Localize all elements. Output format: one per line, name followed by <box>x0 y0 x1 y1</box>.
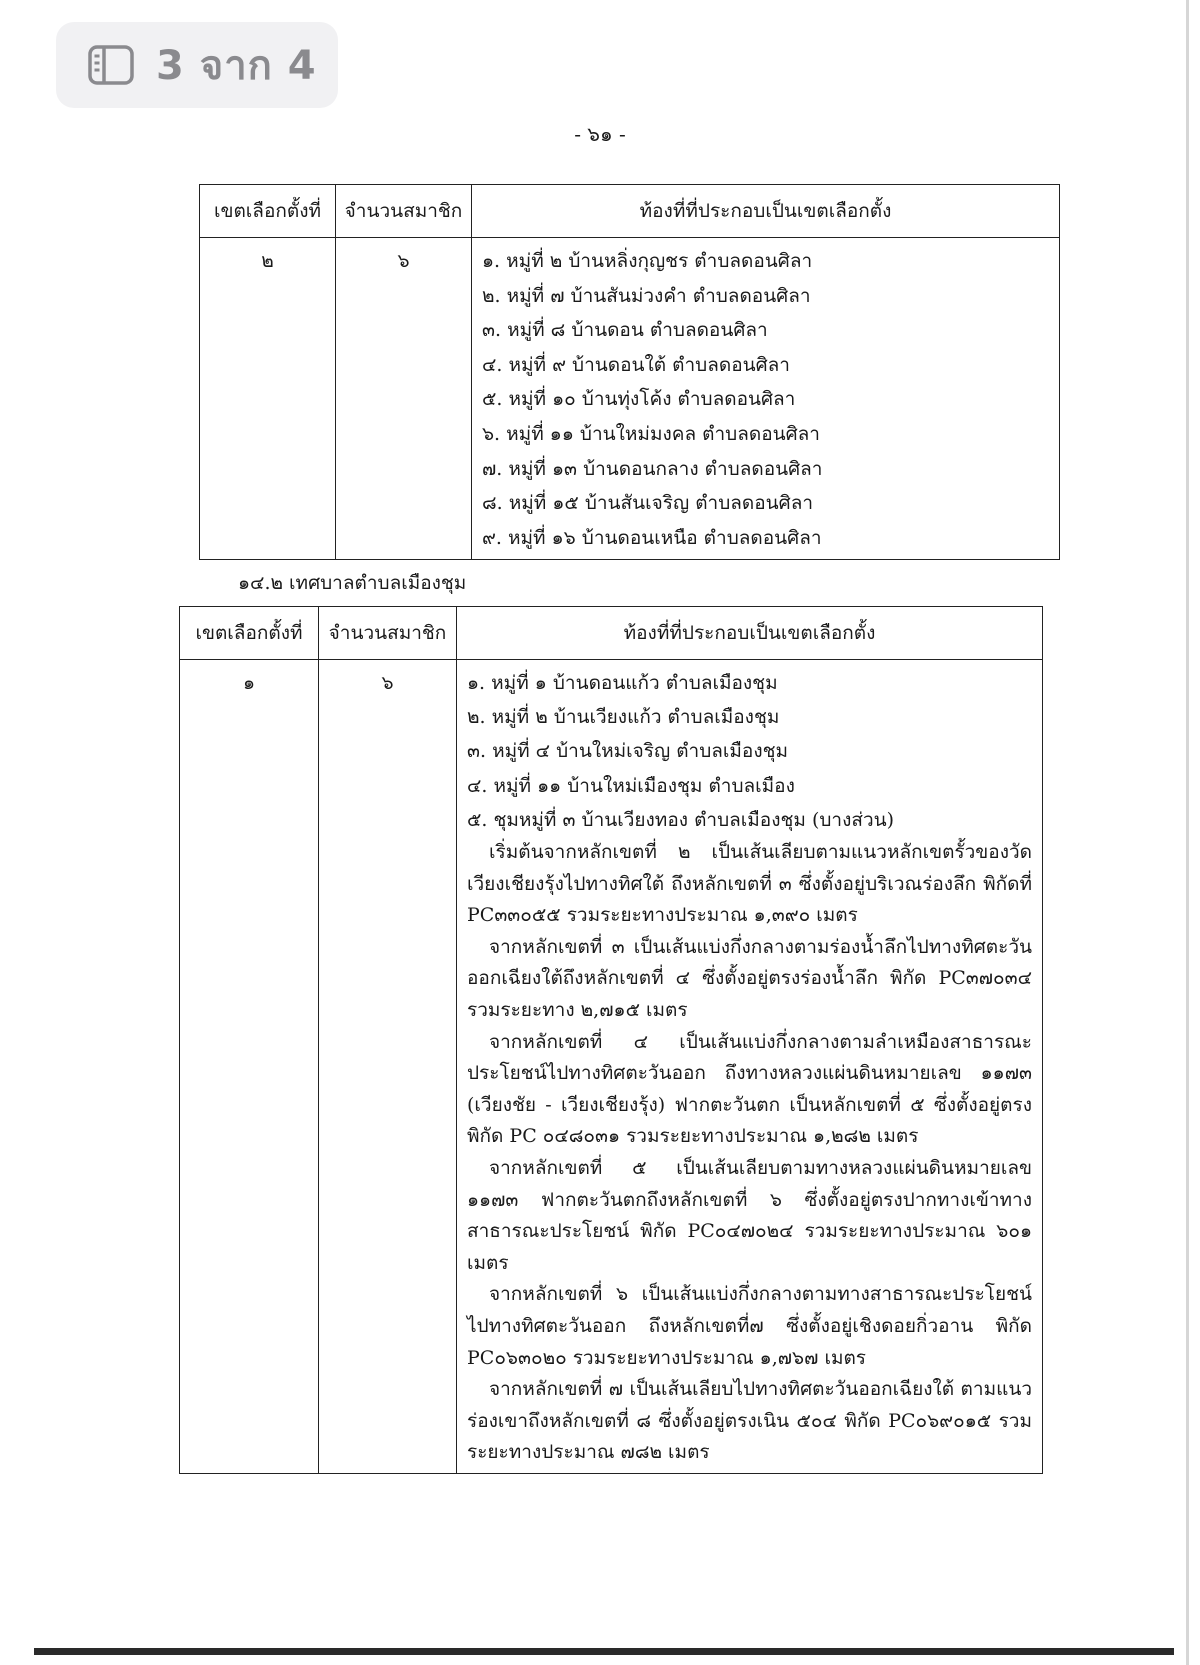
district-number: ๑ <box>180 660 319 1474</box>
list-item: ๔. หมู่ที่ ๙ บ้านดอนใต้ ตำบลดอนศิลา <box>482 353 790 376</box>
table-header-row <box>180 607 1043 660</box>
boundary-paragraph: จากหลักเขตที่ ๖ เป็นเส้นแบ่งกึ่งกลางตามทางสาธารณะประโยชน์ ไปทางทิศตะวันออก ถึงหลักเขตที่๗ ซึ่งตั้งอยู่เชิงดอยกิ่วอาน พิกัด PC๐๖๓๐๒๐ รวมระยะทางประมาณ ๑,๗๖๗ เมตร <box>467 1283 1032 1369</box>
page-indicator-label: 3 จาก 4 <box>156 43 317 89</box>
list-item: ๙. หมู่ที่ ๑๖ บ้านดอนเหนือ ตำบลดอนศิลา <box>482 526 822 549</box>
list-item: ๖. หมู่ที่ ๑๑ บ้านใหม่มงคล ตำบลดอนศิลา <box>482 422 820 445</box>
list-item: ๕. ชุมหมู่ที่ ๓ บ้านเวียงทอง ตำบลเมืองชุม (บางส่วน) <box>467 808 895 831</box>
member-count: ๖ <box>336 238 472 560</box>
table-row <box>180 660 1043 1474</box>
district-table-1 <box>199 184 1060 560</box>
list-item: ๗. หมู่ที่ ๑๓ บ้านดอนกลาง ตำบลดอนศิลา <box>482 457 823 480</box>
page-number: - ๖๑ - <box>574 122 626 146</box>
member-count: ๖ <box>319 660 457 1474</box>
table-row <box>200 238 1060 560</box>
sidebar-toggle-icon <box>88 45 134 85</box>
list-item: ๓. หมู่ที่ ๘ บ้านดอน ตำบลดอนศิลา <box>482 319 768 342</box>
header-members: จำนวนสมาชิก <box>336 185 472 238</box>
boundary-paragraph: จากหลักเขตที่ ๕ เป็นเส้นเลียบตามทางหลวงแผ่นดินหมายเลข ๑๑๗๓ ฟากตะวันตกถึงหลักเขตที่ ๖ ซึ่งตั้งอยู่ตรงปากทางเข้าทางสาธารณะประโยชน์ พิกัด PC๐๔๗๐๒๔ รวมระยะทางประมาณ ๖๐๑ เมตร <box>467 1156 1032 1274</box>
district-number: ๒ <box>200 238 336 560</box>
page-bottom-edge <box>34 1648 1174 1655</box>
area-list <box>472 238 1060 560</box>
header-district: เขตเลือกตั้งที่ <box>180 607 319 660</box>
list-item: ๑. หมู่ที่ ๑ บ้านดอนแก้ว ตำบลเมืองชุม <box>467 672 778 694</box>
header-area: ท้องที่ที่ประกอบเป็นเขตเลือกตั้ง <box>457 607 1043 660</box>
boundary-paragraph: เริ่มต้นจากหลักเขตที่ ๒ เป็นเส้นเลียบตามแนวหลักเขตรั้วของวัดเวียงเชียงรุ้งไปทางทิศใต้ ถึงหลักเขตที่ ๓ ซึ่งตั้งอยู่บริเวณร่องลึก พิกัดที่ PC๓๓๐๕๕ รวมระยะทางประมาณ ๑,๓๙๐ เมตร <box>467 841 1032 927</box>
boundary-paragraph: จากหลักเขตที่ ๓ เป็นเส้นแบ่งกึ่งกลางตามร่องน้ำลึกไปทางทิศตะวันออกเฉียงใต้ถึงหลักเขตที่ ๔ ซึ่งตั้งอยู่ตรงร่องน้ำลึก พิกัด PC๓๗๐๓๔ รวมระยะทาง ๒,๗๑๕ เมตร <box>467 935 1032 1021</box>
list-item: ๓. หมู่ที่ ๔ บ้านใหม่เจริญ ตำบลเมืองชุม <box>467 740 789 763</box>
page-indicator[interactable] <box>56 22 338 108</box>
list-item: ๕. หมู่ที่ ๑๐ บ้านทุ่งโค้ง ตำบลดอนศิลา <box>482 388 796 411</box>
boundary-paragraph: จากหลักเขตที่ ๔ เป็นเส้นแบ่งกึ่งกลางตามลำเหมืองสาธารณะประโยชน์ไปทางทิศตะวันออก ถึงทางหลวงแผ่นดินหมายเลข ๑๑๗๓ (เวียงชัย - เวียงเชียงรุ้ง) ฟากตะวันตก เป็นหลักเขตที่ ๕ ซึ่งตั้งอยู่ตรง พิกัด PC ๐๔๘๐๓๑ รวมระยะทางประมาณ ๑,๒๘๒ เมตร <box>467 1030 1032 1148</box>
header-district: เขตเลือกตั้งที่ <box>200 185 336 238</box>
page-edge <box>1186 0 1189 1665</box>
list-item: ๒. หมู่ที่ ๗ บ้านสันม่วงคำ ตำบลดอนศิลา <box>482 284 811 307</box>
boundary-paragraph: จากหลักเขตที่ ๗ เป็นเส้นเลียบไปทางทิศตะวันออกเฉียงใต้ ตามแนวร่องเขาถึงหลักเขตที่ ๘ ซึ่งตั้งอยู่ตรงเนิน ๕๐๔ พิกัด PC๐๖๙๐๑๕ รวมระยะทางประมาณ ๗๘๒ เมตร <box>467 1378 1032 1464</box>
district-table-2 <box>179 606 1043 1474</box>
area-list <box>457 660 1043 1474</box>
header-area: ท้องที่ที่ประกอบเป็นเขตเลือกตั้ง <box>472 185 1060 238</box>
list-item: ๒. หมู่ที่ ๒ บ้านเวียงแก้ว ตำบลเมืองชุม <box>467 706 780 729</box>
list-item: ๘. หมู่ที่ ๑๕ บ้านสันเจริญ ตำบลดอนศิลา <box>482 492 814 515</box>
list-item: ๔. หมู่ที่ ๑๑ บ้านใหม่เมืองชุม ตำบลเมือง <box>467 774 795 797</box>
list-item: ๑. หมู่ที่ ๒ บ้านหลิ่งกุญชร ตำบลดอนศิลา <box>482 250 813 272</box>
header-members: จำนวนสมาชิก <box>319 607 457 660</box>
section-caption: ๑๔.๒ เทศบาลตำบลเมืองชุม <box>238 572 467 594</box>
table-header-row <box>200 185 1060 238</box>
